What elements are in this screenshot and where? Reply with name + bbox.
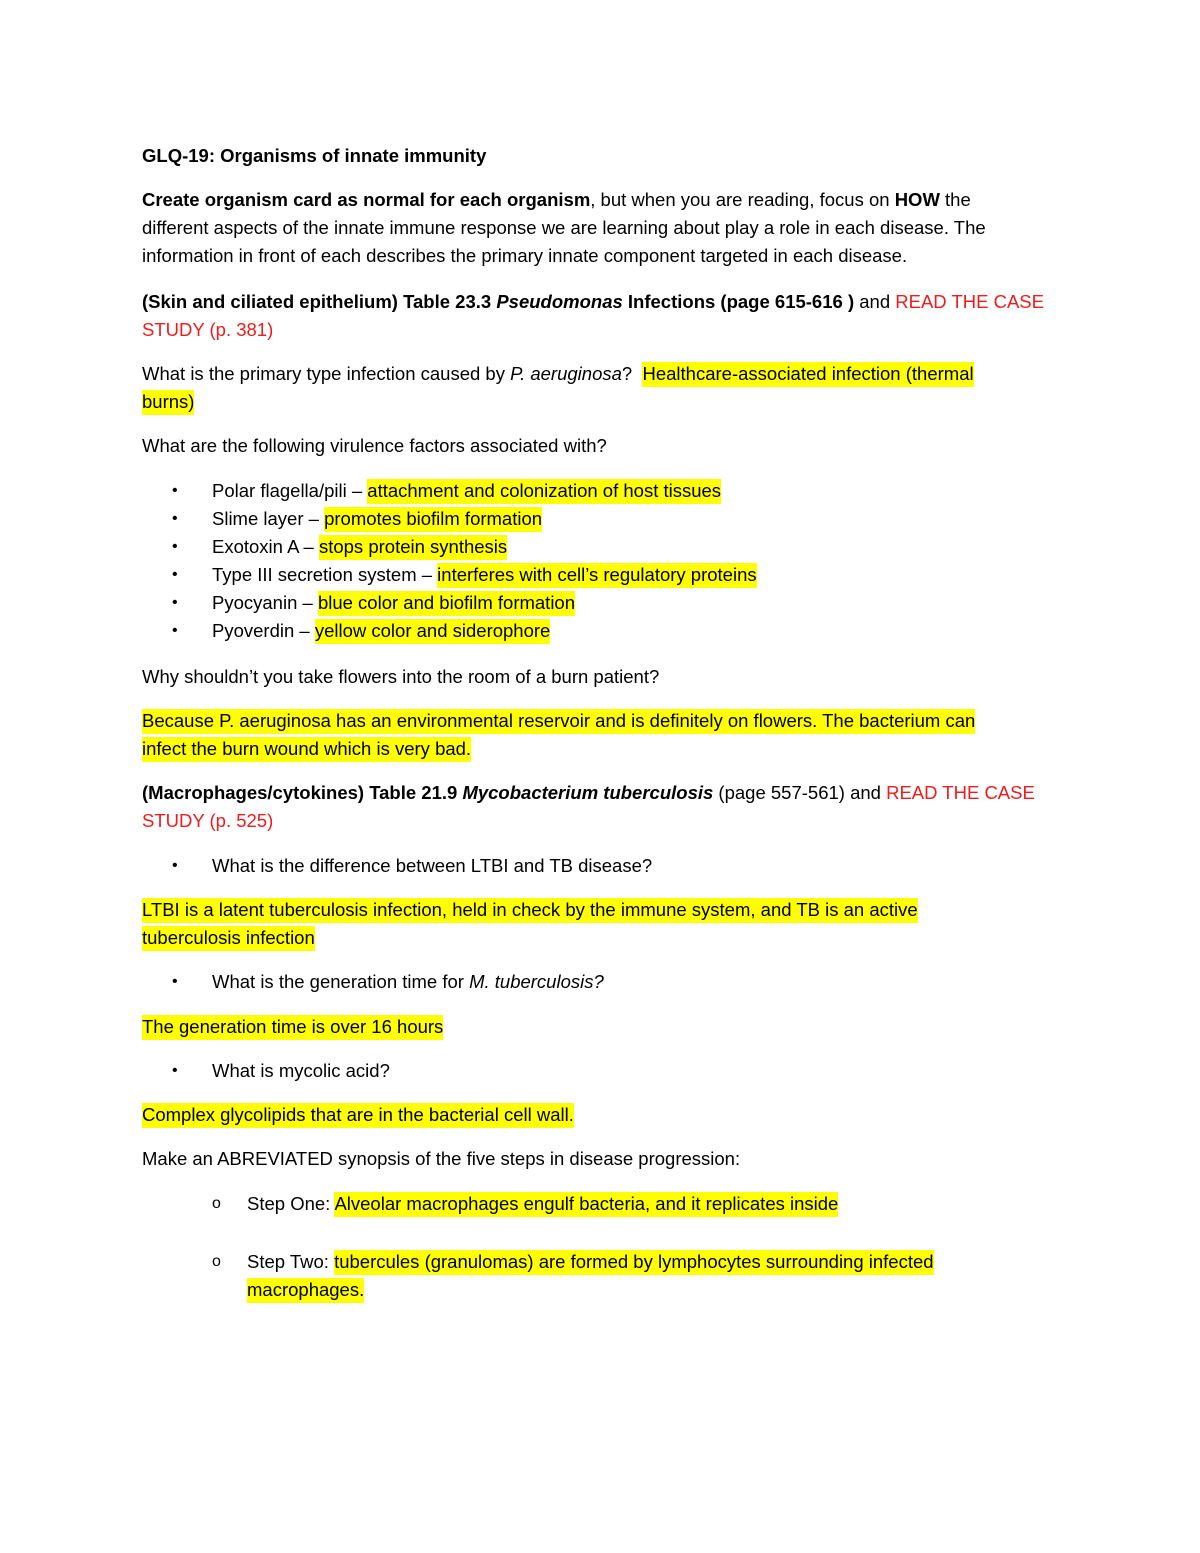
intro-rest: , but when you are reading, focus on — [590, 189, 895, 210]
virulence-answer: blue color and biofilm formation — [318, 591, 575, 616]
section2-and: and — [844, 782, 887, 803]
intro-rest-b: the — [939, 189, 971, 210]
virulence-answer: stops protein synthesis — [319, 535, 507, 560]
step-answer-cont: macrophages. — [247, 1278, 364, 1303]
step-bullet: o — [212, 1253, 221, 1270]
s2-a1-line1-text: LTBI is a latent tuberculosis infection, held in check by the immune system, and TB is an active — [142, 898, 918, 923]
virulence-term: Type III secretion system – — [212, 564, 438, 585]
section1-a3-line2 — [142, 735, 471, 763]
intro-line-2: different aspects of the innate immune response we are learning about play a role in each disease. The — [142, 217, 986, 238]
section1-q3: Why shouldn’t you take flowers into the room of a burn patient? — [142, 666, 660, 687]
list-bullet: • — [172, 566, 178, 583]
list-bullet: • — [172, 510, 178, 527]
s2-a2-text: The generation time is over 16 hours — [142, 1015, 443, 1040]
section1-a1-cont — [142, 388, 194, 416]
list-bullet: • — [172, 857, 178, 874]
section2-a1-line2 — [142, 924, 315, 952]
a3-line1-text: Because P. aeruginosa has an environmental reservoir and is definitely on flowers. The bacterium can — [142, 709, 975, 734]
list-bullet: • — [172, 538, 178, 555]
section1-q1 — [142, 360, 974, 388]
step-item-cont — [247, 1276, 364, 1304]
section1-case-study: READ THE CASE — [895, 291, 1044, 312]
s2-q2-prefix: What is the generation time for — [212, 971, 470, 992]
s2-q2-italic: M. tuberculosis? — [469, 971, 604, 992]
section1-a1-line1: Healthcare-associated infection (thermal — [642, 362, 973, 387]
virulence-answer: attachment and colonization of host tissues — [367, 479, 721, 504]
list-item — [212, 561, 757, 589]
step-label: Step Two: — [247, 1251, 335, 1272]
list-bullet: • — [172, 482, 178, 499]
step-label: Step One: — [247, 1193, 335, 1214]
section2-q2 — [212, 968, 604, 996]
section1-and: and — [854, 291, 896, 312]
section2-q4: Make an ABREVIATED synopsis of the five steps in disease progression: — [142, 1148, 741, 1169]
section1-case-study-cont: STUDY (p. 381) — [142, 319, 274, 340]
section2-heading-italic: Mycobacterium tuberculosis — [462, 782, 714, 803]
list-bullet: • — [172, 594, 178, 611]
section2-heading — [142, 779, 1035, 807]
section1-q2: What are the following virulence factors associated with? — [142, 435, 607, 456]
list-item — [212, 589, 575, 617]
section2-q3: What is mycolic acid? — [212, 1060, 390, 1081]
step-answer: tubercules (granulomas) are formed by lymphocytes surrounding infected — [334, 1250, 934, 1275]
virulence-answer: yellow color and siderophore — [315, 619, 551, 644]
intro-line-3: information in front of each describes the primary innate component targeted in each disease. — [142, 245, 908, 266]
section1-heading-prefix: (Skin and ciliated epithelium) Table 23.3 — [142, 291, 497, 312]
list-bullet: • — [172, 1062, 178, 1079]
step-item — [247, 1190, 838, 1218]
section1-heading-suffix: Infections (page 615-616 ) — [622, 291, 855, 312]
s2-a3-text: Complex glycolipids that are in the bacterial cell wall. — [142, 1103, 574, 1128]
section1-a3-line1 — [142, 707, 975, 735]
q1-prefix: What is the primary type infection caused by — [142, 363, 511, 384]
section2-heading-suffix: (page 557-561) — [713, 782, 845, 803]
section1-heading-italic: Pseudomonas — [496, 291, 623, 312]
list-item — [212, 617, 550, 645]
list-bullet: • — [172, 622, 178, 639]
s2-a1-line2-text: tuberculosis infection — [142, 926, 315, 951]
virulence-term: Pyoverdin – — [212, 620, 315, 641]
intro-bold: Create organism card as normal for each organism — [142, 189, 591, 210]
list-bullet: • — [172, 973, 178, 990]
virulence-answer: promotes biofilm formation — [324, 507, 542, 532]
virulence-term: Pyocyanin – — [212, 592, 318, 613]
section2-heading-prefix: (Macrophages/cytokines) Table 21.9 — [142, 782, 463, 803]
intro-line-1 — [142, 186, 971, 214]
intro-how: HOW — [894, 189, 940, 210]
section1-heading — [142, 288, 1044, 316]
section2-case-study: READ THE CASE — [886, 782, 1035, 803]
q1-suffix: ? — [621, 363, 633, 384]
section2-case-study-cont: STUDY (p. 525) — [142, 810, 274, 831]
step-item — [247, 1248, 934, 1276]
section2-a2 — [142, 1013, 443, 1041]
list-item — [212, 533, 507, 561]
section1-a1-line2: burns) — [142, 390, 194, 415]
step-bullet: o — [212, 1195, 221, 1212]
section2-q1: What is the difference between LTBI and TB disease? — [212, 855, 653, 876]
virulence-term: Slime layer – — [212, 508, 325, 529]
virulence-term: Exotoxin A – — [212, 536, 319, 557]
a3-line2-text: infect the burn wound which is very bad. — [142, 737, 471, 762]
list-item — [212, 477, 721, 505]
virulence-term: Polar flagella/pili – — [212, 480, 368, 501]
q1-italic: P. aeruginosa — [510, 363, 622, 384]
virulence-answer: interferes with cell’s regulatory proteins — [437, 563, 756, 588]
section2-a3 — [142, 1101, 574, 1129]
list-item — [212, 505, 542, 533]
page-title: GLQ-19: Organisms of innate immunity — [142, 145, 487, 166]
section2-a1-line1 — [142, 896, 918, 924]
step-answer: Alveolar macrophages engulf bacteria, and it replicates inside — [334, 1192, 838, 1217]
